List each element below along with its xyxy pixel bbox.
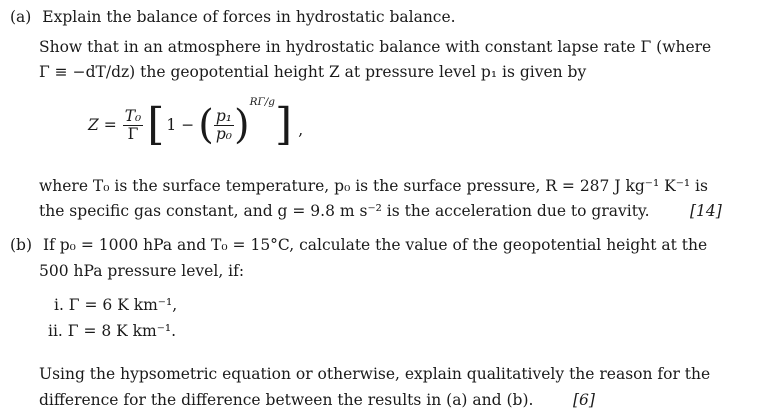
formula-left-bracket: [ [147,99,165,150]
formula-t0: T₀ [124,106,142,125]
part-a-where-1: where T₀ is the surface temperature, p₀ is the surface pressure, R = 287 J kg⁻¹ K⁻¹ is [39,177,708,195]
part-b-marks: [6] [573,391,595,409]
part-a-marks: [14] [690,202,722,220]
part-b-line-1 [10,235,707,255]
formula-gamma: Γ [127,124,139,143]
part-a-heading-line [10,7,456,27]
formula-comma: , [298,121,304,139]
formula-t0-over-gamma [123,108,144,143]
part-a-intro-1: Show that in an atmosphere in hydrostatic balance with constant lapse rate Γ (where [39,38,712,56]
formula-exponent: RΓ/g [249,96,276,108]
part-b-item-ii: ii. Γ = 8 K km⁻¹. [48,322,177,340]
formula-right-bracket: ] [275,99,293,150]
formula-one-minus: 1 − [166,116,195,134]
part-b-label: (b) [10,236,33,254]
formula-p1: p₁ [215,106,232,125]
part-b-item-i: i. Γ = 6 K km⁻¹, [54,296,178,314]
formula-p0: p₀ [215,124,232,143]
part-b-closing-1: Using the hypsometric equation or otherwise, explain qualitatively the reason for the [39,365,711,383]
formula-left-paren: ( [198,102,214,148]
formula-right-paren: ) [233,102,250,148]
part-a-where-2: the specific gas constant, and g = 9.8 m s⁻² is the acceleration due to gravity. [39,202,650,220]
part-b-text-1: If p₀ = 1000 hPa and T₀ = 15°C, calculate the value of the geopotential height at the [42,236,708,254]
geopotential-height-formula [88,94,303,156]
part-a-label: (a) [10,8,32,26]
part-a-heading: Explain the balance of forces in hydrostatic balance. [42,8,456,26]
part-b-text-2: 500 hPa pressure level, if: [39,262,245,280]
part-b-closing-2: difference for the difference between the results in (a) and (b). [39,391,534,409]
formula-lhs: Z = [88,116,117,134]
formula-p1-over-p0 [214,108,234,143]
part-a-intro-2: Γ ≡ −dT/dz) the geopotential height Z at pressure level p₁ is given by [39,63,587,81]
